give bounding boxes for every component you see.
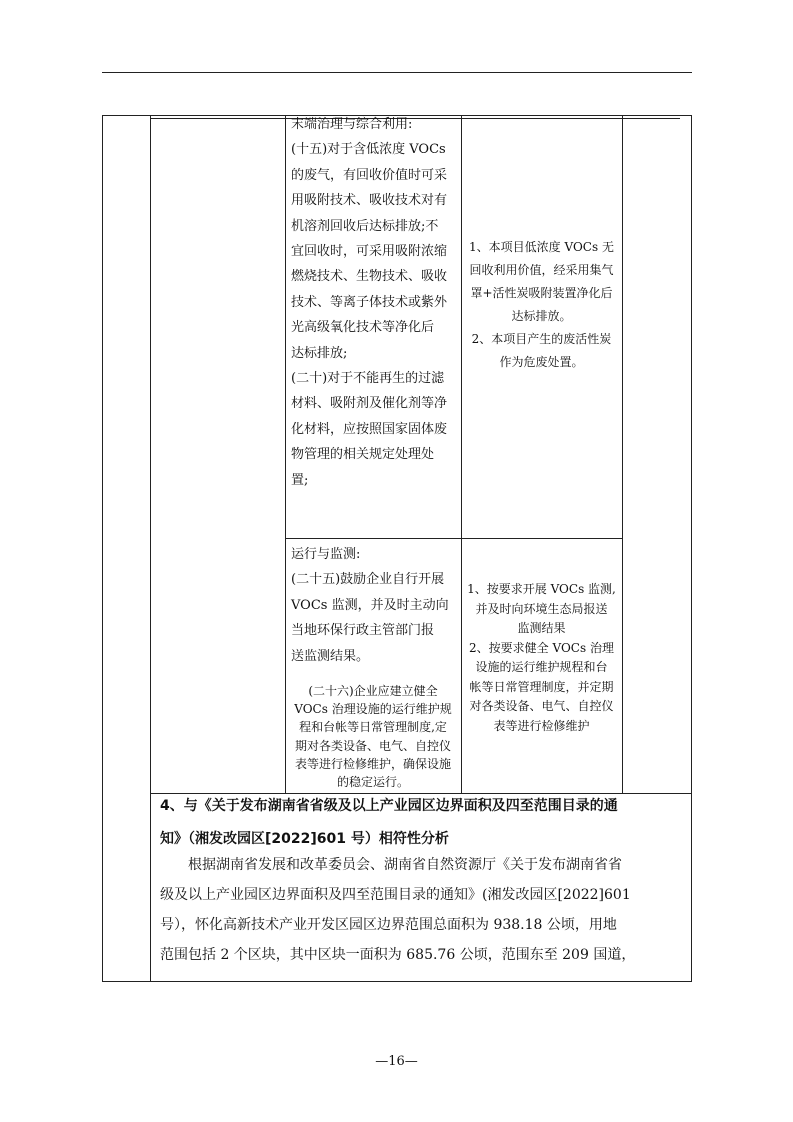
text-line: 光高级氧化技术等净化后 <box>291 320 435 336</box>
column-divider-2 <box>285 115 286 793</box>
header-rule <box>102 72 692 73</box>
text-line: 达标排放; <box>291 345 348 361</box>
text-line: 期对各类设备、电气、自控仪 <box>294 738 451 753</box>
text-line: 1、本项目低浓度 VOCs 无 <box>469 240 614 254</box>
text-line: 用吸附技术、吸收技术对有 <box>291 193 448 209</box>
page-number: —16— <box>375 1054 418 1069</box>
row1-requirement-text <box>291 112 459 493</box>
text-line: 的废气，有回收价值时可采 <box>291 167 448 183</box>
paragraph-line: 范围包括 2 个区块，其中区块一面积为 685.76 公顷，范围东至 209 国道， <box>160 947 636 963</box>
text-line: 监测结果 <box>517 621 566 635</box>
text-line: 材料、吸附剂及催化剂等净 <box>291 396 448 412</box>
text-line: 机溶剂回收后达标排放;不 <box>291 218 439 234</box>
text-line: 物管理的相关规定处理处 <box>291 447 435 463</box>
text-line: (二十)对于不能再生的过滤 <box>291 371 445 387</box>
text-line: 2、按要求健全 VOCs 治理 <box>469 640 614 655</box>
text-line: 程和台帐等日常管理制度,定 <box>299 720 447 735</box>
text-line: 回收利用价值，经采用集气 <box>469 263 614 277</box>
text-line: VOCs 治理设施的运行维护规 <box>294 702 452 717</box>
text-line: 达标排放。 <box>511 309 572 323</box>
heading-line: 知》（湘发改园区[2022]601 号）相符性分析 <box>160 831 449 847</box>
text-line: 作为危废处置。 <box>499 355 584 369</box>
paragraph-line: 根据湖南省发展和改革委员会、湖南省自然资源厅《关于发布湖南省省 <box>160 857 622 873</box>
row2-requirement-a-text <box>291 542 459 669</box>
text-line: 表等进行检修维护，确保设施 <box>294 756 451 771</box>
row2-requirement-b-text <box>287 682 459 791</box>
text-line: 对各类设备、电气、自控仪 <box>469 699 614 713</box>
text-line: 罩+活性炭吸附装置净化后 <box>470 286 613 300</box>
text-line: 的稳定运行。 <box>336 775 409 790</box>
text-line: 并及时向环境生态局报送 <box>475 601 608 616</box>
column-divider-3 <box>461 115 462 793</box>
text-line: 2、本项目产生的废活性炭 <box>471 332 612 346</box>
text-line: 设施的运行维护规程和台 <box>475 660 608 674</box>
body-paragraph <box>160 850 684 970</box>
text-line: (十五)对于含低浓度 VOCs <box>291 142 446 158</box>
text-line: 运行与监测: <box>291 547 361 562</box>
paragraph-line: 级及以上产业园区边界面积及四至范围目录的通知》(湘发改园区[2022]601 <box>160 887 631 903</box>
paragraph-line: 号），怀化高新技术产业开发区园区边界范围总面积为 938.18 公顷，用地 <box>160 917 617 933</box>
text-line: 置; <box>291 472 309 488</box>
text-line: 送监测结果。 <box>291 648 370 664</box>
text-line: 化材料，应按照国家固体废 <box>291 421 448 437</box>
row1-response-text <box>463 236 620 374</box>
text-line: 技术、等离子体技术或紫外 <box>291 294 448 310</box>
text-line: (二十六)企业应建立健全 <box>308 684 438 698</box>
text-line: 宜回收时，可采用吸附浓缩 <box>291 244 448 260</box>
heading-line: 4、与《关于发布湖南省省级及以上产业园区边界面积及四至范围目录的通 <box>160 798 618 814</box>
text-line: 当地环保行政主管部门报 <box>291 623 435 639</box>
text-line: VOCs 监测，并及时主动向 <box>291 597 449 613</box>
text-line: (二十五)鼓励企业自行开展 <box>291 572 445 588</box>
text-line: 1、按要求开展 VOCs 监测, <box>467 582 616 596</box>
row-divider-1 <box>285 538 622 539</box>
section-heading <box>160 790 686 856</box>
text-line: 末端治理与综合利用: <box>291 117 413 132</box>
row2-response-text <box>463 580 620 736</box>
column-divider-1 <box>150 115 151 982</box>
column-divider-4 <box>622 115 623 793</box>
text-line: 表等进行检修维护 <box>493 718 590 733</box>
text-line: 帐等日常管理制度，并定期 <box>469 679 614 694</box>
text-line: 燃烧技术、生物技术、吸收 <box>291 269 448 285</box>
